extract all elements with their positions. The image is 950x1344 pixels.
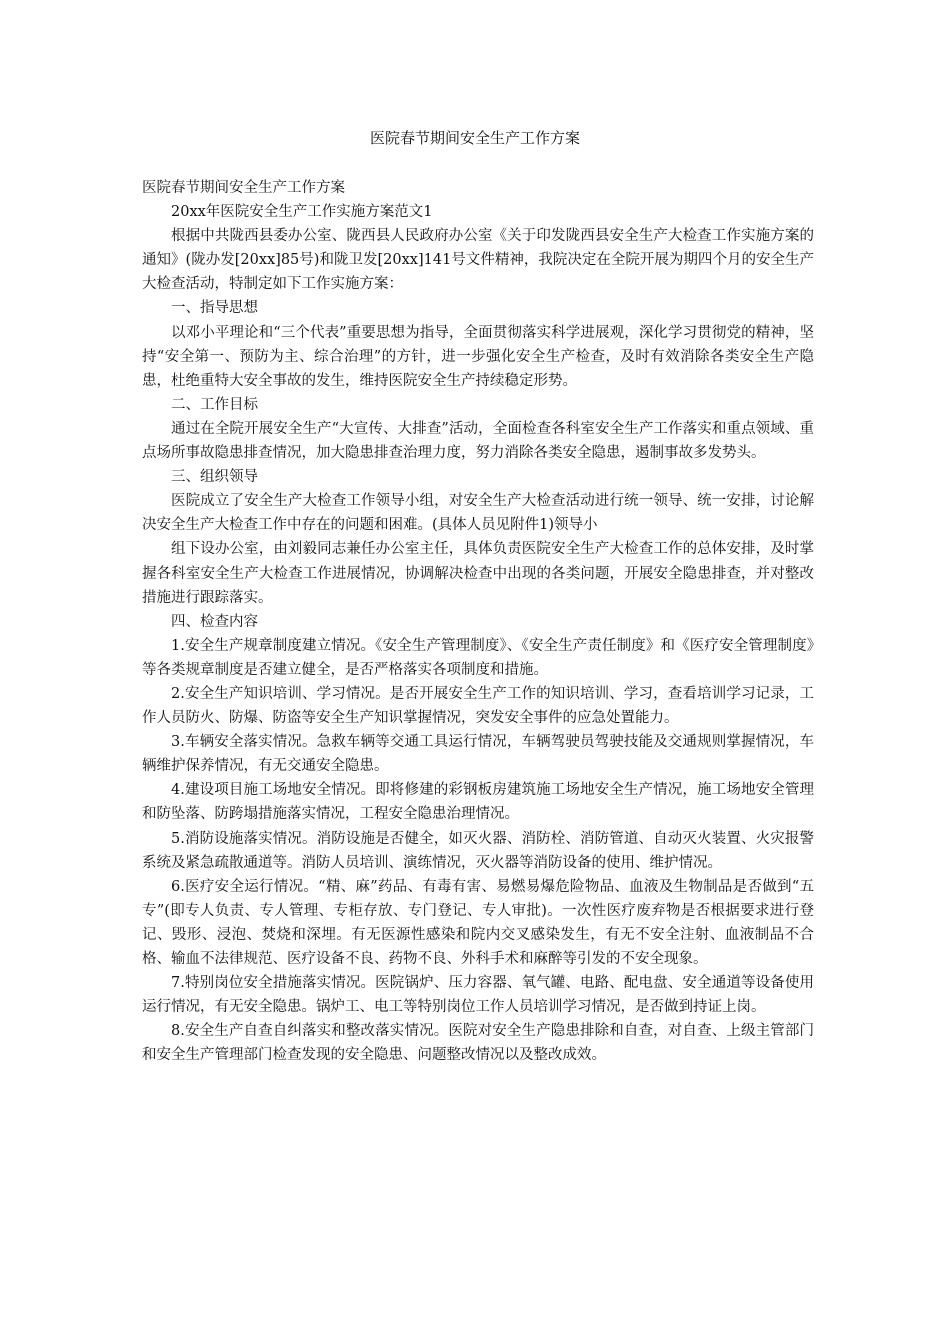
document-body bbox=[142, 176, 814, 1067]
section-heading-4: 四、检查内容 bbox=[171, 613, 258, 630]
paragraph-subtitle: 医院春节期间安全生产工作方案 bbox=[142, 180, 345, 196]
paragraph-guiding-ideology: 以邓小平理论和“三个代表”重要思想为指导，全面贯彻落实科学进展观，深化学习贯彻党的精神，坚持“安全第一、预防为主、综合治理”的方针，进一步强化安全生产检查，及时有效消除各类安全生产隐患，杜绝重特大安全事故的发生，维持医院安全生产持续稳定形势。 bbox=[142, 324, 814, 389]
list-item-7: 7.特别岗位安全措施落实情况。医院锅炉、压力容器、氧气罐、电路、配电盘、安全通道等设备使用运行情况，有无安全隐患。锅炉工、电工等特别岗位工作人员培训学习情况，是否做到持证上岗。 bbox=[142, 975, 814, 1016]
document-title: 医院春节期间安全生产工作方案 bbox=[369, 129, 580, 147]
paragraph-leadership-1: 医院成立了安全生产大检查工作领导小组，对安全生产大检查活动进行统一领导、统一安排，讨论解决安全生产大检查工作中存在的问题和困难。(具体人员见附件1)领导小 bbox=[142, 493, 814, 534]
list-item-1: 1.安全生产规章制度建立情况。《安全生产管理制度》、《安全生产责任制度》和《医疗安全管理制度》等各类规章制度是否建立健全，是否严格落实各项制度和措施。 bbox=[142, 637, 814, 678]
paragraph-intro: 根据中共陇西县委办公室、陇西县人民政府办公室《关于印发陇西县安全生产大检查工作实施方案的通知》(陇办发[20xx]85号)和陇卫发[20xx]141号文件精神，我院决定在全院开展为期四个月的安全生产大检查活动，特制定如下工作实施方案： bbox=[142, 228, 814, 293]
section-heading-1: 一、指导思想 bbox=[171, 300, 258, 317]
list-item-6: 6.医疗安全运行情况。“精、麻”药品、有毒有害、易燃易爆危险物品、血液及生物制品是否做到“五专”(即专人负责、专人管理、专柜存放、专门登记、专人审批)。一次性医疗废弃物是否根据要求进行登记、毁形、浸泡、焚烧和深埋。有无医源性感染和院内交叉感染发生，有无不安全注射、血液制品不合格、输血不法律规范、医疗设备不良、药物不良、外科手术和麻醉等引发的不安全现象。 bbox=[142, 878, 814, 967]
list-item-5: 5.消防设施落实情况。消防设施是否健全，如灭火器、消防栓、消防管道、自动灭火装置、火灾报警系统及紧急疏散通道等。消防人员培训、演练情况，灭火器等消防设备的使用、维护情况。 bbox=[142, 830, 814, 871]
section-heading-3: 三、组织领导 bbox=[171, 469, 258, 486]
paragraph-work-goal: 通过在全院开展安全生产“大宣传、大排查”活动，全面检查各科室安全生产工作落实和重点领域、重点场所事故隐患排查情况，加大隐患排查治理力度，努力消除各类安全隐患，遏制事故多发势头。 bbox=[142, 420, 814, 462]
list-item-8: 8.安全生产自查自纠落实和整改落实情况。医院对安全生产隐患排除和自查，对自查、上级主管部门和安全生产管理部门检查发现的安全隐患、问题整改情况以及整改成效。 bbox=[142, 1023, 814, 1064]
list-item-2: 2.安全生产知识培训、学习情况。是否开展安全生产工作的知识培训、学习，查看培训学习记录，工作人员防火、防爆、防盗等安全生产知识掌握情况，突发安全事件的应急处置能力。 bbox=[142, 685, 814, 727]
section-heading-2: 二、工作目标 bbox=[171, 396, 258, 413]
list-item-3: 3.车辆安全落实情况。急救车辆等交通工具运行情况，车辆驾驶员驾驶技能及交通规则掌握情况，车辆维护保养情况，有无交通安全隐患。 bbox=[142, 734, 814, 775]
list-item-4: 4.建设项目施工场地安全情况。即将修建的彩钢板房建筑施工场地安全生产情况，施工场地安全管理和防坠落、防跨塌措施落实情况，工程安全隐患治理情况。 bbox=[142, 782, 814, 823]
paragraph-heading-sample: 20xx年医院安全生产工作实施方案范文1 bbox=[171, 204, 433, 221]
paragraph-leadership-2: 组下设办公室，由刘毅同志兼任办公室主任，具体负责医院安全生产大检查工作的总体安排，及时掌握各科室安全生产大检查工作进展情况，协调解决检查中出现的各类问题，开展安全隐患排查，并对整改措施进行跟踪落实。 bbox=[142, 541, 814, 606]
